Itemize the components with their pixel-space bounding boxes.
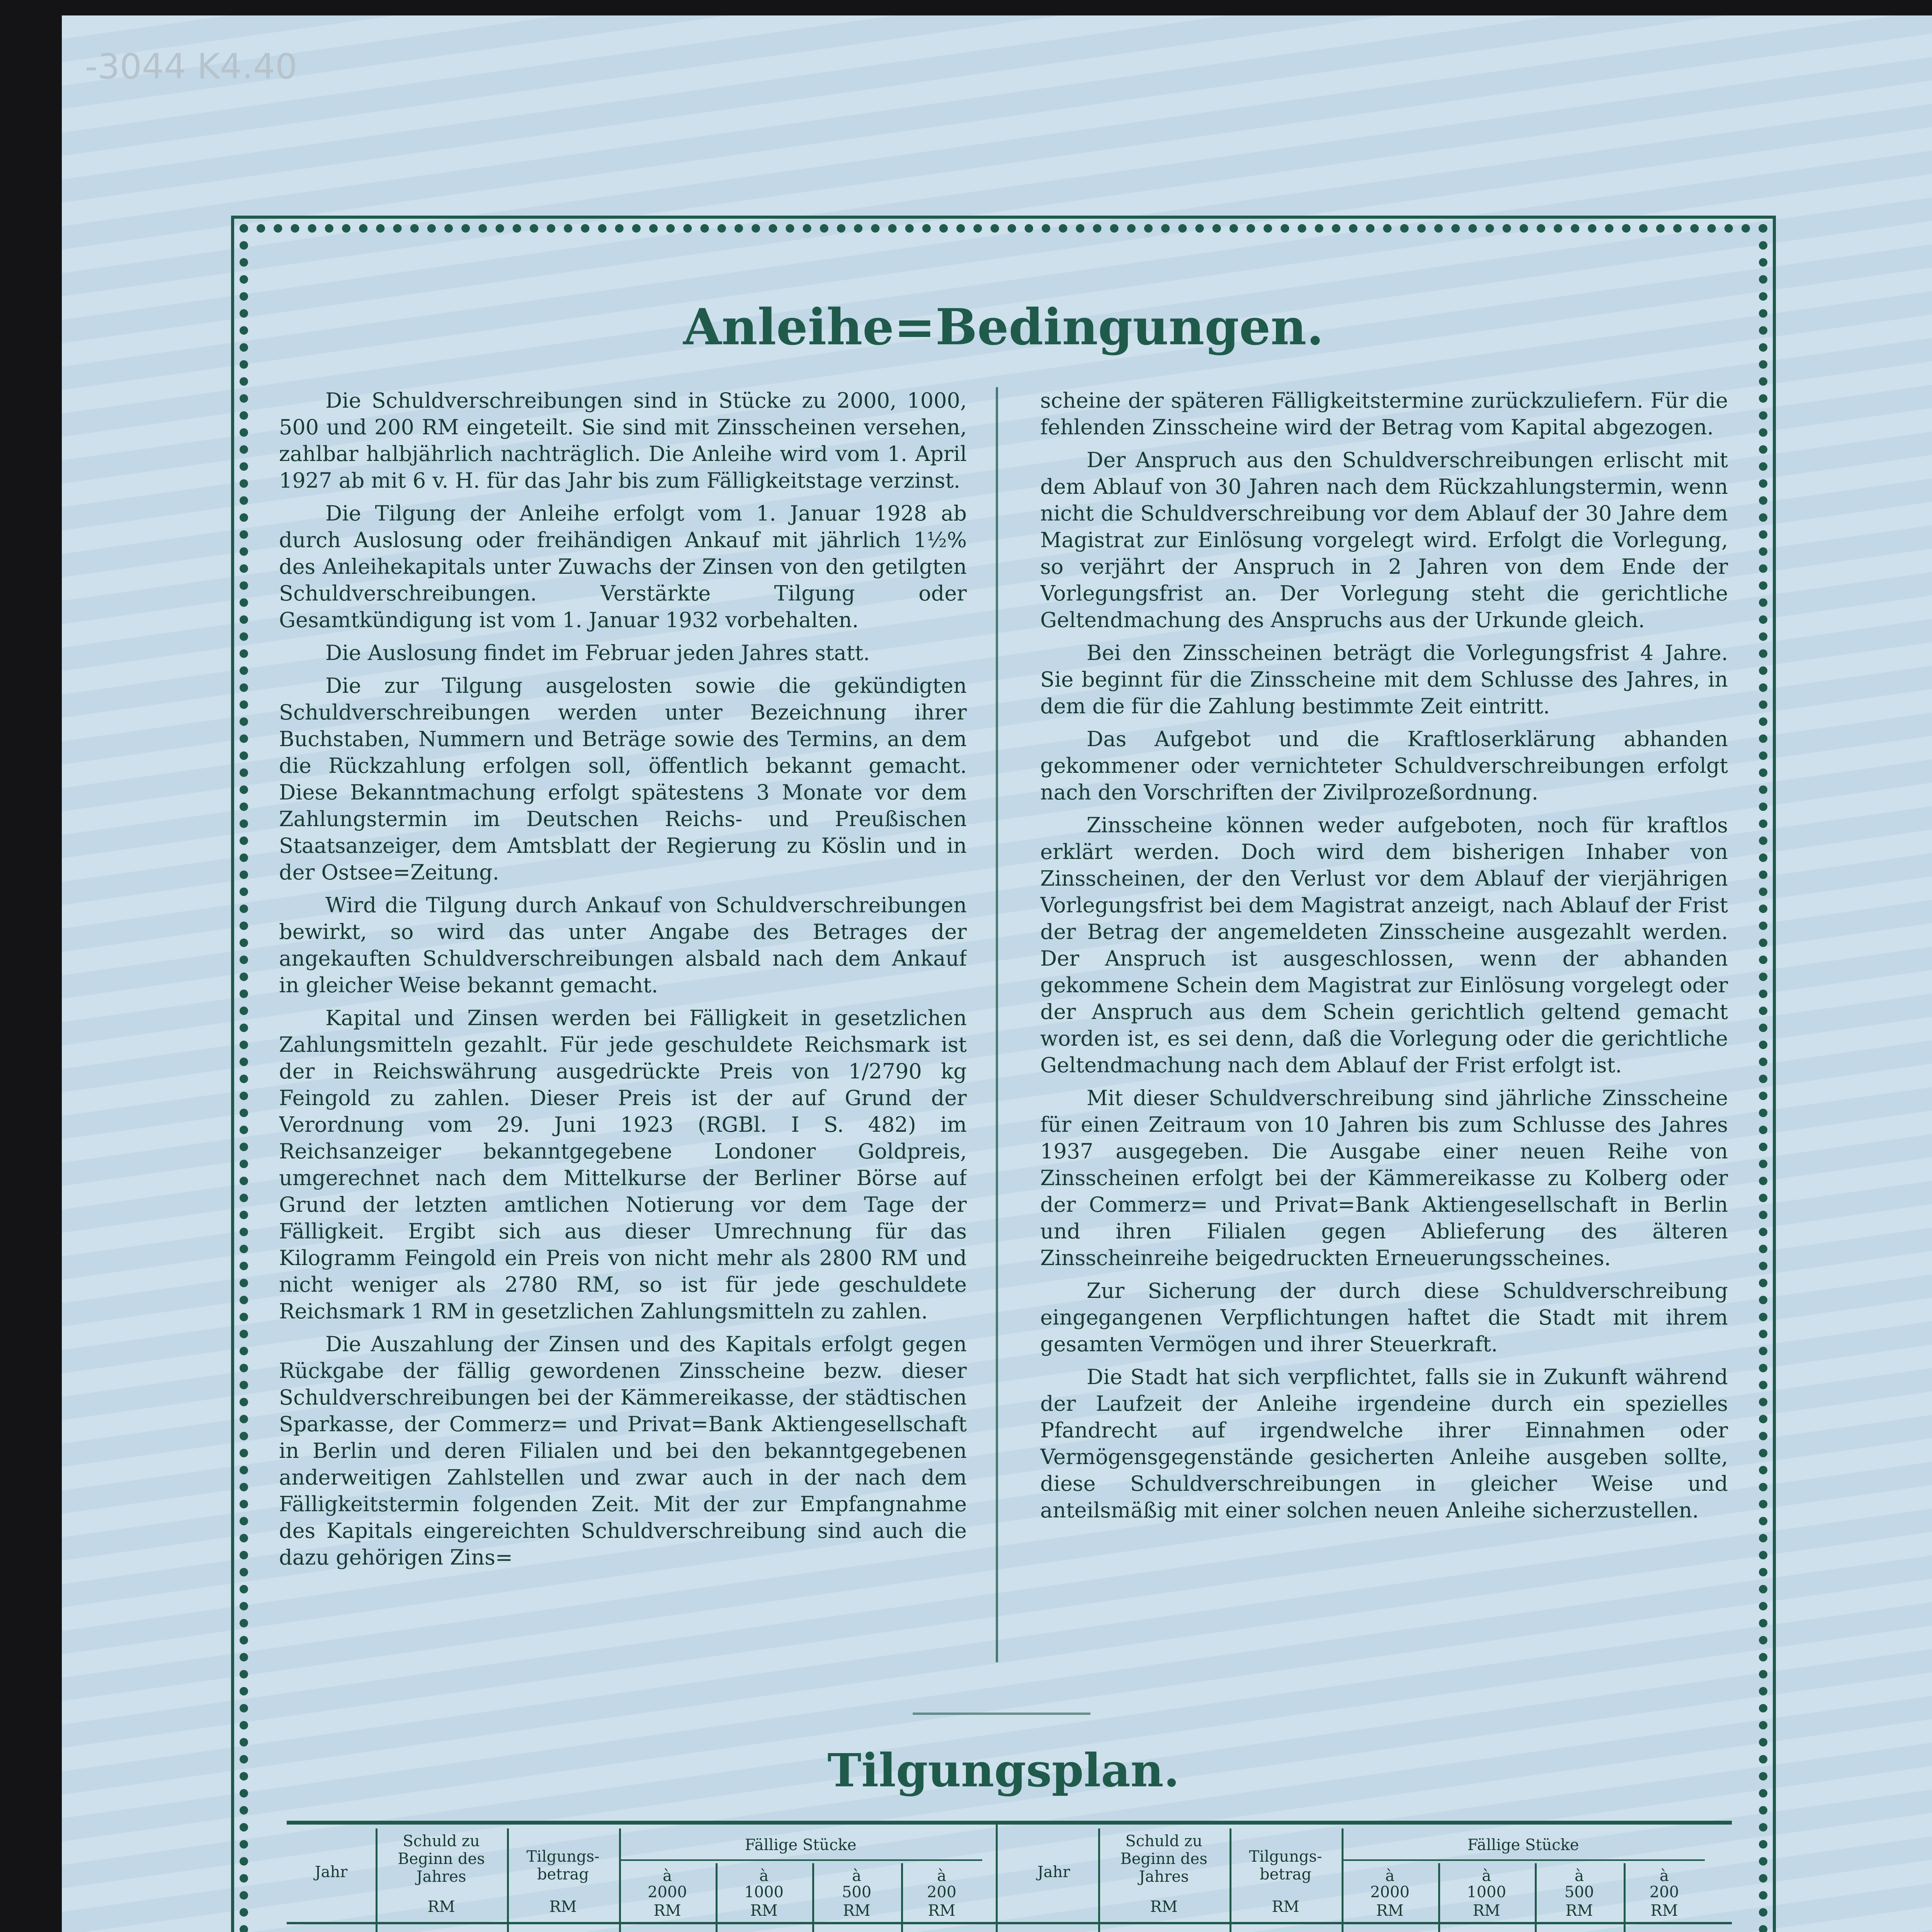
header-rm: RM [843,1902,871,1920]
header-rm: RM [1473,1902,1500,1920]
paragraph: Bei den Zinsscheinen beträgt die Vorlegungsfrist 4 Jahre. Sie beginnt für die Zinsscheine mit dem Schlusse des Jahres, in dem die für die Zahlung bestimmte Zeit eintritt. [1040,641,1728,718]
repayment-plan-table [287,1821,1732,1932]
plan-right-half [1009,1821,1705,1932]
paragraph: Kapital und Zinsen werden bei Fälligkeit in gesetzlichen Zahlungsmitteln gezahlt. Für jede geschuldete Reichsmark ist der in Reichswährung ausgedrückte Preis von 1/2790 kg Feingold zu zahlen. Dieser Preis ist der auf Grund der Verordnung vom 29. Juni 1923 (RGBl. I S. 482) im Reichsanzeiger bekanntgegebene Londoner Goldpreis, umgerechnet nach dem Mittelkurse der Berliner Börse auf Grund der letzten amtlichen Notierung vor dem Tage der Fälligkeit. Ergibt sich aus dieser Umrechnung für das Kilogramm Feingold ein Preis von nicht mehr als 2800 RM und nicht weniger als 2780 RM, so ist für jede geschuldete Reichsmark 1 RM in gesetzlichen Zahlungsmitteln zu zahlen. [279,1006,967,1323]
header-2000: 2000 [648,1883,687,1901]
header-rm: RM [750,1902,778,1920]
section-separator [913,1713,1090,1715]
header-a: à [1482,1867,1491,1885]
header-a: à [759,1867,769,1885]
plan-left-half [287,1821,982,1932]
header-a: à [852,1867,861,1885]
header-rm: RM [1376,1902,1404,1920]
header-jahr: Jahr [1037,1863,1070,1881]
header-200: 200 [1649,1883,1679,1901]
header-500: 500 [1564,1883,1594,1901]
header-rm: RM [1565,1902,1593,1920]
header-rm: RM [427,1898,455,1916]
header-rm: RM [549,1898,577,1916]
header-1000: 1000 [1467,1883,1506,1901]
paragraph: Die Stadt hat sich verpflichtet, falls sie in Zukunft während der Laufzeit der Anleihe irgendeine durch ein spezielles Pfandrecht auf irgendwelche ihrer Einnahmen oder Vermögensgegenstände gesicherten Anleihe ausgeben sollte, diese Schuldverschreibungen in gleicher Weise und anteilsmäßig mit einer solchen neuen Anleihe sicherzustellen. [1040,1365,1728,1522]
conditions-title: Anleihe=Bedingungen. [683,298,1324,356]
header-rm: RM [1150,1898,1178,1916]
paragraph: Die Auslosung findet im Februar jeden Jahres statt. [325,641,870,665]
paragraph: Die zur Tilgung ausgelosten sowie die gekündigten Schuldverschreibungen werden unter Bezeichnung ihrer Buchstaben, Nummern und Beträge sowie des Termins, an dem die Rückzahlung erfolgen soll, öffentlich bekannt gemacht. Diese Bekanntmachung erfolgt spätestens 3 Monate vor dem Zahlungstermin im Deutschen Reichs- und Preußischen Staatsanzeiger, dem Amtsblatt der Regierung zu Köslin und in der Ostsee=Zeitung. [279,673,967,884]
header-rm: RM [928,1902,956,1920]
header-tilgung: Tilgungs-betrag [526,1848,600,1883]
paragraph: Mit dieser Schuldverschreibung sind jährliche Zinsscheine für einen Zeitraum von 10 Jahren bis zum Schlusse des Jahres 1937 ausgegeben. Die Ausgabe einer neuen Reihe von Zinsscheinen erfolgt bei der Kämmereikasse zu Kolberg oder der Commerz= und Privat=Bank Aktiengesellschaft in Berlin und ihren Filialen gegen Ablieferung des älteren Zinsscheinreihe beigedruckten Erneuerungsscheines. [1040,1086,1728,1270]
table-center-divider [996,1821,998,1932]
header-schuld: Schuld zu Beginn des Jahres [1120,1832,1208,1886]
header-faellige: Fällige Stücke [1467,1836,1579,1854]
header-1000: 1000 [744,1883,784,1901]
sub-rule [1342,1859,1705,1861]
header-200: 200 [927,1883,957,1901]
pencil-note: -3044 K4.40 [85,46,298,87]
header-a: à [1385,1867,1395,1885]
paragraph: Die Auszahlung der Zinsen und des Kapitals erfolgt gegen Rückgabe der fällig gewordenen Zinsscheine bezw. dieser Schuldverschreibungen bei der Kämmereikasse, der städtischen Sparkasse, der Commerz= und Privat=Bank Aktiengesellschaft in Berlin und deren Filialen und bei den bekanntgegebenen anderweitigen Zahlstellen und zwar auch in der nach dem Fälligkeitstermin folgenden Zeit. Mit der zur Empfangnahme des Kapitals eingereichten Schuldverschreibung sind auch die dazu gehörigen Zins= [279,1332,967,1570]
header-a: à [937,1867,946,1885]
header-a: à [1575,1867,1584,1885]
col-rule [1230,1828,1231,1932]
header-2000: 2000 [1370,1883,1410,1901]
header-rm: RM [1272,1898,1299,1916]
header-a: à [663,1867,672,1885]
header-500: 500 [842,1883,872,1901]
document-sheet [62,15,1932,1932]
header-schuld: Schuld zu Beginn des Jahres [398,1832,485,1886]
col-rule [507,1828,509,1932]
paragraph: Die Schuldverschreibungen sind in Stücke zu 2000, 1000, 500 und 200 RM eingeteilt. Sie sind mit Zinsscheinen versehen, zahlbar halbjährlich nachträglich. Die Anleihe wird vom 1. April 1927 ab mit 6 v. H. für das Jahr bis zum Fälligkeitstage verzinst. [279,388,967,493]
header-rm: RM [653,1902,681,1920]
header-tilgung: Tilgungs-betrag [1249,1848,1322,1883]
paragraph: Die Tilgung der Anleihe erfolgt vom 1. Januar 1928 ab durch Auslosung oder freihändigen Ankauf mit jährlich 1½% des Anleihekapitals unter Zuwachs der Zinsen von den getilgten Schuldverschreibungen. Verstärkte Tilgung oder Gesamtkündigung ist vom 1. Januar 1932 vorbehalten. [279,501,967,632]
ornamental-border-frame [240,224,1767,1932]
header-faellige: Fällige Stücke [745,1836,857,1854]
header-jahr: Jahr [315,1863,348,1881]
sub-rule [619,1859,982,1861]
conditions-left-column [279,387,967,1709]
column-divider [996,387,998,1662]
paragraph: Zinsscheine können weder aufgeboten, noch für kraftlos erklärt werden. Doch wird dem bisherigen Inhaber von Zinsscheinen, der den Verlust vor dem Ablauf der vierjährigen Vorlegungsfrist bei dem Magistrat anzeigt, nach Ablauf der Frist der Betrag der angemeldeten Zinsscheine ausgezahlt werden. Der Anspruch ist ausgeschlossen, wenn der abhanden gekommene Schein dem Magistrat zur Einlösung vorgelegt oder der Anspruch aus dem Schein gerichtlich geltend gemacht worden ist, es sei denn, daß die Vorlegung oder die gerichtliche Geltendmachung nach dem Ablauf der Frist erfolgt ist. [1040,813,1728,1077]
header-a: à [1660,1867,1669,1885]
col-rule [1098,1828,1100,1932]
paragraph: scheine der späteren Fälligkeitstermine zurückzuliefern. Für die fehlenden Zinsscheine wird der Betrag vom Kapital abgezogen. [1040,388,1728,439]
paragraph: Der Anspruch aus den Schuldverschreibungen erlischt mit dem Ablauf von 30 Jahren nach dem Rückzahlungstermin, wenn nicht die Schuldverschreibung vor dem Ablauf der 30 Jahre dem Magistrat zur Einlösung vorgelegt wird. Erfolgt die Vorlegung, so verjährt der Anspruch in 2 Jahren von dem Ende der Vorlegungsfrist an. Der Vorlegung steht die gerichtliche Geltendmachung des Anspruchs aus der Urkunde gleich. [1040,448,1728,632]
plan-title: Tilgungsplan. [827,1743,1180,1797]
paragraph: Zur Sicherung der durch diese Schuldverschreibung eingegangenen Verpflichtungen haftet die Stadt mit ihrem gesamten Vermögen und ihrer Steuerkraft. [1040,1279,1728,1356]
col-rule [376,1828,378,1932]
paragraph: Das Aufgebot und die Kraftloserklärung abhanden gekommener oder vernichteter Schuldverschreibungen erfolgt nach den Vorschriften der Zivilprozeßordnung. [1040,727,1728,804]
header-rm: RM [1650,1902,1678,1920]
paragraph: Wird die Tilgung durch Ankauf von Schuldverschreibungen bewirkt, so wird das unter Angabe des Betrages der angekauften Schuldverschreibungen alsbald nach dem Ankauf in gleicher Weise bekannt gemacht. [279,893,967,997]
conditions-right-column [1040,387,1728,1709]
